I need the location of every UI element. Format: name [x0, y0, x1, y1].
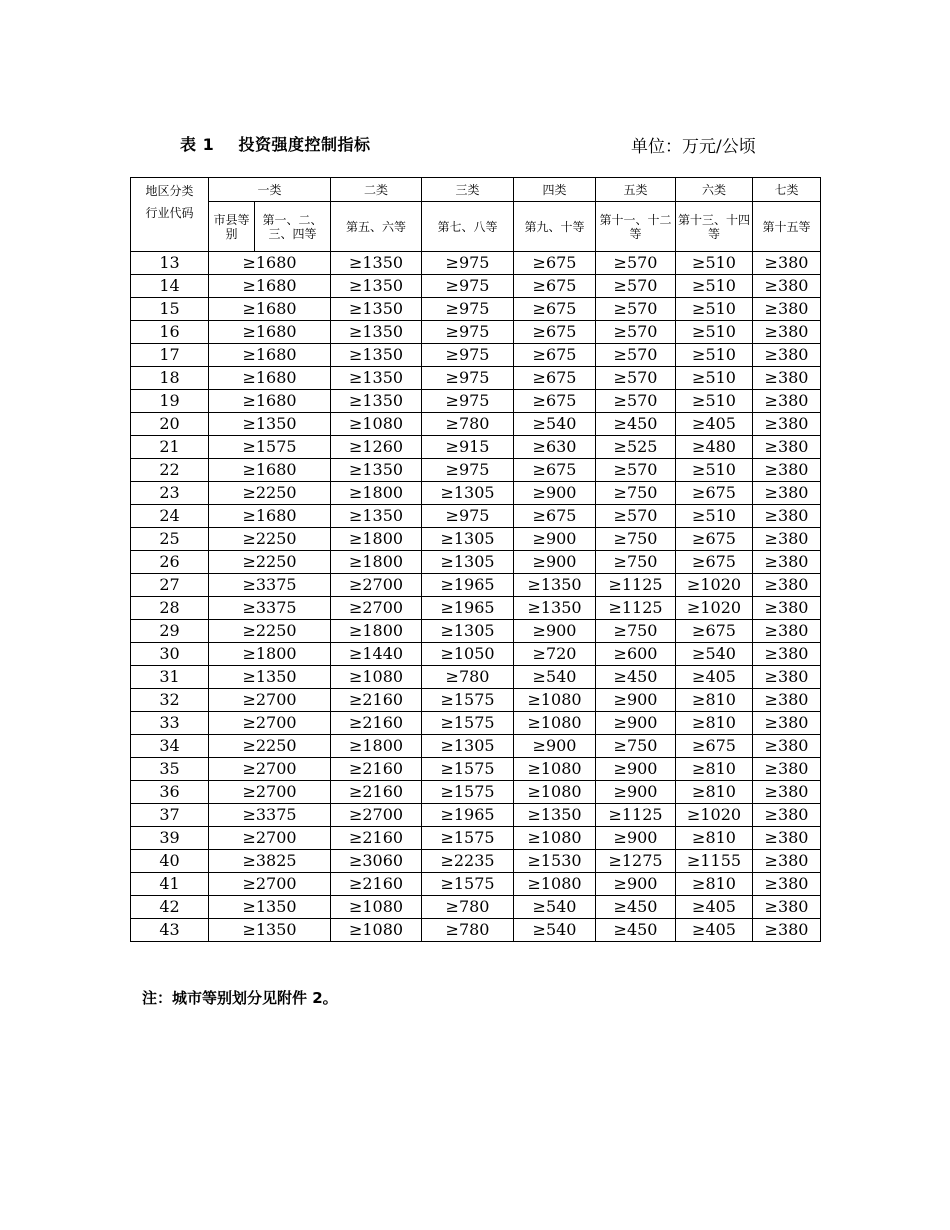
value-cell: ≥900: [514, 551, 596, 574]
value-cell: ≥380: [753, 735, 821, 758]
value-cell: ≥1125: [596, 597, 676, 620]
industry-code-cell: 19: [131, 390, 209, 413]
value-cell: ≥1800: [331, 482, 422, 505]
value-cell: ≥1305: [422, 482, 514, 505]
value-cell: ≥570: [596, 367, 676, 390]
category-header: 六类: [676, 178, 753, 202]
table-row: [131, 597, 821, 620]
value-cell: ≥1350: [331, 298, 422, 321]
value-cell: ≥675: [676, 735, 753, 758]
value-cell: ≥1965: [422, 597, 514, 620]
value-cell: ≥750: [596, 620, 676, 643]
grade-header: 第五、六等: [331, 202, 422, 252]
value-cell: ≥1800: [331, 528, 422, 551]
value-cell: ≥405: [676, 413, 753, 436]
industry-code-cell: 22: [131, 459, 209, 482]
category-header: 二类: [331, 178, 422, 202]
value-cell: ≥540: [514, 896, 596, 919]
value-cell: ≥2250: [209, 551, 331, 574]
industry-code-cell: 29: [131, 620, 209, 643]
industry-code-cell: 21: [131, 436, 209, 459]
table-body: [131, 178, 821, 942]
value-cell: ≥510: [676, 275, 753, 298]
value-cell: ≥510: [676, 321, 753, 344]
value-cell: ≥405: [676, 919, 753, 942]
value-cell: ≥1080: [331, 666, 422, 689]
value-cell: ≥380: [753, 689, 821, 712]
unit-label: 单位：万元/公顷: [631, 137, 756, 157]
value-cell: ≥1440: [331, 643, 422, 666]
value-cell: ≥510: [676, 390, 753, 413]
category-header: 一类: [209, 178, 331, 202]
value-cell: ≥1350: [514, 574, 596, 597]
value-cell: ≥380: [753, 505, 821, 528]
value-cell: ≥675: [676, 528, 753, 551]
value-cell: ≥380: [753, 390, 821, 413]
value-cell: ≥570: [596, 390, 676, 413]
value-cell: ≥480: [676, 436, 753, 459]
industry-code-cell: 28: [131, 597, 209, 620]
header-row-categories: [131, 178, 821, 202]
value-cell: ≥1080: [514, 689, 596, 712]
footnote: 注：城市等别划分见附件 2。: [142, 989, 338, 1007]
value-cell: ≥570: [596, 321, 676, 344]
table-row: [131, 827, 821, 850]
value-cell: ≥3375: [209, 597, 331, 620]
value-cell: ≥510: [676, 252, 753, 275]
table-row: [131, 666, 821, 689]
value-cell: ≥380: [753, 436, 821, 459]
value-cell: ≥1575: [422, 689, 514, 712]
table-row: [131, 528, 821, 551]
grade-header: 第一、二、三、四等: [255, 202, 331, 252]
value-cell: ≥1680: [209, 344, 331, 367]
value-cell: ≥1800: [209, 643, 331, 666]
category-header: 三类: [422, 178, 514, 202]
value-cell: ≥975: [422, 367, 514, 390]
value-cell: ≥380: [753, 827, 821, 850]
value-cell: ≥750: [596, 735, 676, 758]
value-cell: ≥975: [422, 505, 514, 528]
value-cell: ≥2160: [331, 827, 422, 850]
value-cell: ≥1350: [331, 321, 422, 344]
industry-code-cell: 37: [131, 804, 209, 827]
value-cell: ≥1080: [514, 781, 596, 804]
value-cell: ≥900: [596, 758, 676, 781]
value-cell: ≥1350: [331, 459, 422, 482]
value-cell: ≥380: [753, 275, 821, 298]
value-cell: ≥750: [596, 482, 676, 505]
table-row: [131, 620, 821, 643]
city-grade-header: 市县等别: [209, 202, 255, 252]
value-cell: ≥780: [422, 413, 514, 436]
industry-code-cell: 23: [131, 482, 209, 505]
value-cell: ≥675: [676, 551, 753, 574]
value-cell: ≥1350: [514, 804, 596, 827]
value-cell: ≥975: [422, 344, 514, 367]
industry-code-cell: 30: [131, 643, 209, 666]
table-row: [131, 390, 821, 413]
value-cell: ≥380: [753, 459, 821, 482]
value-cell: ≥1965: [422, 804, 514, 827]
value-cell: ≥380: [753, 574, 821, 597]
grade-header: 第十五等: [753, 202, 821, 252]
value-cell: ≥675: [514, 275, 596, 298]
industry-code-cell: 20: [131, 413, 209, 436]
value-cell: ≥1305: [422, 735, 514, 758]
investment-intensity-table: [130, 177, 821, 942]
value-cell: ≥1350: [514, 597, 596, 620]
value-cell: ≥1800: [331, 620, 422, 643]
value-cell: ≥900: [514, 528, 596, 551]
value-cell: ≥450: [596, 413, 676, 436]
value-cell: ≥3375: [209, 574, 331, 597]
table-row: [131, 551, 821, 574]
value-cell: ≥380: [753, 712, 821, 735]
value-cell: ≥900: [596, 781, 676, 804]
value-cell: ≥630: [514, 436, 596, 459]
value-cell: ≥900: [514, 620, 596, 643]
value-cell: ≥380: [753, 367, 821, 390]
value-cell: ≥380: [753, 873, 821, 896]
value-cell: ≥2700: [209, 781, 331, 804]
value-cell: ≥2700: [209, 758, 331, 781]
value-cell: ≥2700: [331, 597, 422, 620]
value-cell: ≥570: [596, 252, 676, 275]
value-cell: ≥810: [676, 827, 753, 850]
value-cell: ≥900: [596, 712, 676, 735]
table-row: [131, 735, 821, 758]
value-cell: ≥780: [422, 896, 514, 919]
table-title: 表 1 投资强度控制指标: [180, 135, 371, 154]
value-cell: ≥975: [422, 252, 514, 275]
value-cell: ≥1020: [676, 574, 753, 597]
value-cell: ≥380: [753, 298, 821, 321]
value-cell: ≥540: [676, 643, 753, 666]
value-cell: ≥540: [514, 919, 596, 942]
value-cell: ≥1350: [209, 896, 331, 919]
value-cell: ≥450: [596, 666, 676, 689]
value-cell: ≥1680: [209, 505, 331, 528]
value-cell: ≥975: [422, 459, 514, 482]
value-cell: ≥2235: [422, 850, 514, 873]
value-cell: ≥1305: [422, 620, 514, 643]
table-row: [131, 850, 821, 873]
value-cell: ≥720: [514, 643, 596, 666]
value-cell: ≥915: [422, 436, 514, 459]
table-row: [131, 275, 821, 298]
table-row: [131, 574, 821, 597]
industry-code-cell: 34: [131, 735, 209, 758]
table-row: [131, 321, 821, 344]
value-cell: ≥2160: [331, 758, 422, 781]
value-cell: ≥1680: [209, 390, 331, 413]
value-cell: ≥510: [676, 459, 753, 482]
value-cell: ≥810: [676, 781, 753, 804]
value-cell: ≥675: [514, 367, 596, 390]
value-cell: ≥570: [596, 298, 676, 321]
value-cell: ≥380: [753, 666, 821, 689]
value-cell: ≥510: [676, 505, 753, 528]
value-cell: ≥540: [514, 666, 596, 689]
industry-code-cell: 17: [131, 344, 209, 367]
value-cell: ≥1350: [209, 919, 331, 942]
table-row: [131, 781, 821, 804]
table-row: [131, 712, 821, 735]
value-cell: ≥2700: [331, 804, 422, 827]
value-cell: ≥810: [676, 873, 753, 896]
value-cell: ≥1800: [331, 551, 422, 574]
industry-code-cell: 43: [131, 919, 209, 942]
value-cell: ≥1350: [209, 413, 331, 436]
value-cell: ≥1680: [209, 321, 331, 344]
value-cell: ≥975: [422, 275, 514, 298]
value-cell: ≥540: [514, 413, 596, 436]
value-cell: ≥1575: [422, 827, 514, 850]
value-cell: ≥900: [514, 735, 596, 758]
table-row: [131, 367, 821, 390]
industry-code-cell: 41: [131, 873, 209, 896]
value-cell: ≥1260: [331, 436, 422, 459]
value-cell: ≥2160: [331, 689, 422, 712]
value-cell: ≥380: [753, 482, 821, 505]
value-cell: ≥380: [753, 850, 821, 873]
value-cell: ≥975: [422, 298, 514, 321]
value-cell: ≥570: [596, 459, 676, 482]
value-cell: ≥1350: [209, 666, 331, 689]
table-row: [131, 505, 821, 528]
value-cell: ≥2160: [331, 781, 422, 804]
value-cell: ≥1305: [422, 551, 514, 574]
industry-code-cell: 26: [131, 551, 209, 574]
industry-code-cell: 27: [131, 574, 209, 597]
grade-header: 第十三、十四等: [676, 202, 753, 252]
value-cell: ≥1020: [676, 804, 753, 827]
value-cell: ≥450: [596, 919, 676, 942]
value-cell: ≥1350: [331, 505, 422, 528]
industry-code-cell: 33: [131, 712, 209, 735]
value-cell: ≥1680: [209, 459, 331, 482]
table-row: [131, 896, 821, 919]
value-cell: ≥810: [676, 712, 753, 735]
value-cell: ≥1965: [422, 574, 514, 597]
value-cell: ≥1080: [514, 873, 596, 896]
value-cell: ≥900: [596, 689, 676, 712]
value-cell: ≥1155: [676, 850, 753, 873]
value-cell: ≥2250: [209, 528, 331, 551]
value-cell: ≥1575: [422, 781, 514, 804]
value-cell: ≥3825: [209, 850, 331, 873]
value-cell: ≥975: [422, 390, 514, 413]
table-row: [131, 482, 821, 505]
table-row: [131, 919, 821, 942]
value-cell: ≥1575: [209, 436, 331, 459]
value-cell: ≥2250: [209, 482, 331, 505]
table-row: [131, 804, 821, 827]
value-cell: ≥2700: [209, 873, 331, 896]
value-cell: ≥380: [753, 896, 821, 919]
value-cell: ≥750: [596, 528, 676, 551]
value-cell: ≥1800: [331, 735, 422, 758]
value-cell: ≥1050: [422, 643, 514, 666]
value-cell: ≥675: [514, 321, 596, 344]
value-cell: ≥1680: [209, 367, 331, 390]
category-header: 五类: [596, 178, 676, 202]
value-cell: ≥380: [753, 551, 821, 574]
value-cell: ≥405: [676, 666, 753, 689]
industry-code-cell: 42: [131, 896, 209, 919]
value-cell: ≥1575: [422, 758, 514, 781]
table-row: [131, 689, 821, 712]
value-cell: ≥975: [422, 321, 514, 344]
value-cell: ≥510: [676, 367, 753, 390]
value-cell: ≥1350: [331, 367, 422, 390]
value-cell: ≥1080: [514, 758, 596, 781]
grade-header: 第九、十等: [514, 202, 596, 252]
value-cell: ≥1275: [596, 850, 676, 873]
header-row-grades: [131, 202, 821, 252]
table-row: [131, 873, 821, 896]
value-cell: ≥380: [753, 781, 821, 804]
value-cell: ≥380: [753, 919, 821, 942]
value-cell: ≥900: [514, 482, 596, 505]
table-row: [131, 643, 821, 666]
value-cell: ≥405: [676, 896, 753, 919]
value-cell: ≥1080: [514, 712, 596, 735]
value-cell: ≥1080: [331, 919, 422, 942]
value-cell: ≥570: [596, 505, 676, 528]
value-cell: ≥570: [596, 275, 676, 298]
value-cell: ≥525: [596, 436, 676, 459]
value-cell: ≥1125: [596, 574, 676, 597]
value-cell: ≥3375: [209, 804, 331, 827]
value-cell: ≥810: [676, 689, 753, 712]
industry-code-cell: 14: [131, 275, 209, 298]
value-cell: ≥380: [753, 321, 821, 344]
value-cell: ≥780: [422, 919, 514, 942]
industry-code-cell: 25: [131, 528, 209, 551]
value-cell: ≥1575: [422, 873, 514, 896]
value-cell: ≥1530: [514, 850, 596, 873]
value-cell: ≥1125: [596, 804, 676, 827]
value-cell: ≥1350: [331, 275, 422, 298]
value-cell: ≥380: [753, 620, 821, 643]
value-cell: ≥380: [753, 344, 821, 367]
value-cell: ≥2250: [209, 735, 331, 758]
value-cell: ≥2700: [209, 689, 331, 712]
industry-code-cell: 16: [131, 321, 209, 344]
value-cell: ≥1080: [331, 413, 422, 436]
value-cell: ≥750: [596, 551, 676, 574]
table-row: [131, 459, 821, 482]
value-cell: ≥1305: [422, 528, 514, 551]
value-cell: ≥675: [676, 482, 753, 505]
value-cell: ≥675: [514, 390, 596, 413]
value-cell: ≥380: [753, 804, 821, 827]
value-cell: ≥1575: [422, 712, 514, 735]
industry-code-cell: 31: [131, 666, 209, 689]
value-cell: ≥380: [753, 528, 821, 551]
table-row: [131, 344, 821, 367]
value-cell: ≥380: [753, 643, 821, 666]
value-cell: ≥3060: [331, 850, 422, 873]
industry-code-cell: 18: [131, 367, 209, 390]
value-cell: ≥510: [676, 298, 753, 321]
value-cell: ≥810: [676, 758, 753, 781]
value-cell: ≥675: [514, 298, 596, 321]
value-cell: ≥570: [596, 344, 676, 367]
corner-industry-label: 行业代码: [145, 206, 194, 220]
industry-code-cell: 39: [131, 827, 209, 850]
industry-code-cell: 32: [131, 689, 209, 712]
table-row: [131, 758, 821, 781]
value-cell: ≥780: [422, 666, 514, 689]
table-row: [131, 413, 821, 436]
industry-code-cell: 24: [131, 505, 209, 528]
value-cell: ≥2160: [331, 873, 422, 896]
value-cell: ≥600: [596, 643, 676, 666]
title-row: [0, 132, 950, 158]
value-cell: ≥380: [753, 252, 821, 275]
value-cell: ≥1080: [331, 896, 422, 919]
value-cell: ≥675: [514, 459, 596, 482]
value-cell: ≥450: [596, 896, 676, 919]
industry-code-cell: 36: [131, 781, 209, 804]
table-row: [131, 298, 821, 321]
value-cell: ≥1350: [331, 344, 422, 367]
industry-code-cell: 13: [131, 252, 209, 275]
value-cell: ≥1080: [514, 827, 596, 850]
value-cell: ≥380: [753, 597, 821, 620]
value-cell: ≥380: [753, 413, 821, 436]
industry-code-cell: 40: [131, 850, 209, 873]
value-cell: ≥675: [514, 505, 596, 528]
value-cell: ≥1350: [331, 390, 422, 413]
value-cell: ≥1680: [209, 252, 331, 275]
table-row: [131, 436, 821, 459]
value-cell: ≥2250: [209, 620, 331, 643]
value-cell: ≥900: [596, 873, 676, 896]
grade-header: 第十一、十二等: [596, 202, 676, 252]
value-cell: ≥1020: [676, 597, 753, 620]
corner-region-label: 地区分类: [145, 184, 194, 198]
value-cell: ≥2700: [331, 574, 422, 597]
value-cell: ≥380: [753, 758, 821, 781]
category-header: 四类: [514, 178, 596, 202]
value-cell: ≥510: [676, 344, 753, 367]
value-cell: ≥2700: [209, 712, 331, 735]
corner-header-cell: [131, 178, 209, 252]
industry-code-cell: 35: [131, 758, 209, 781]
value-cell: ≥900: [596, 827, 676, 850]
value-cell: ≥1350: [331, 252, 422, 275]
value-cell: ≥2160: [331, 712, 422, 735]
category-header: 七类: [753, 178, 821, 202]
value-cell: ≥1680: [209, 298, 331, 321]
value-cell: ≥675: [676, 620, 753, 643]
value-cell: ≥675: [514, 252, 596, 275]
grade-header: 第七、八等: [422, 202, 514, 252]
industry-code-cell: 15: [131, 298, 209, 321]
value-cell: ≥1680: [209, 275, 331, 298]
value-cell: ≥675: [514, 344, 596, 367]
value-cell: ≥2700: [209, 827, 331, 850]
table-row: [131, 252, 821, 275]
